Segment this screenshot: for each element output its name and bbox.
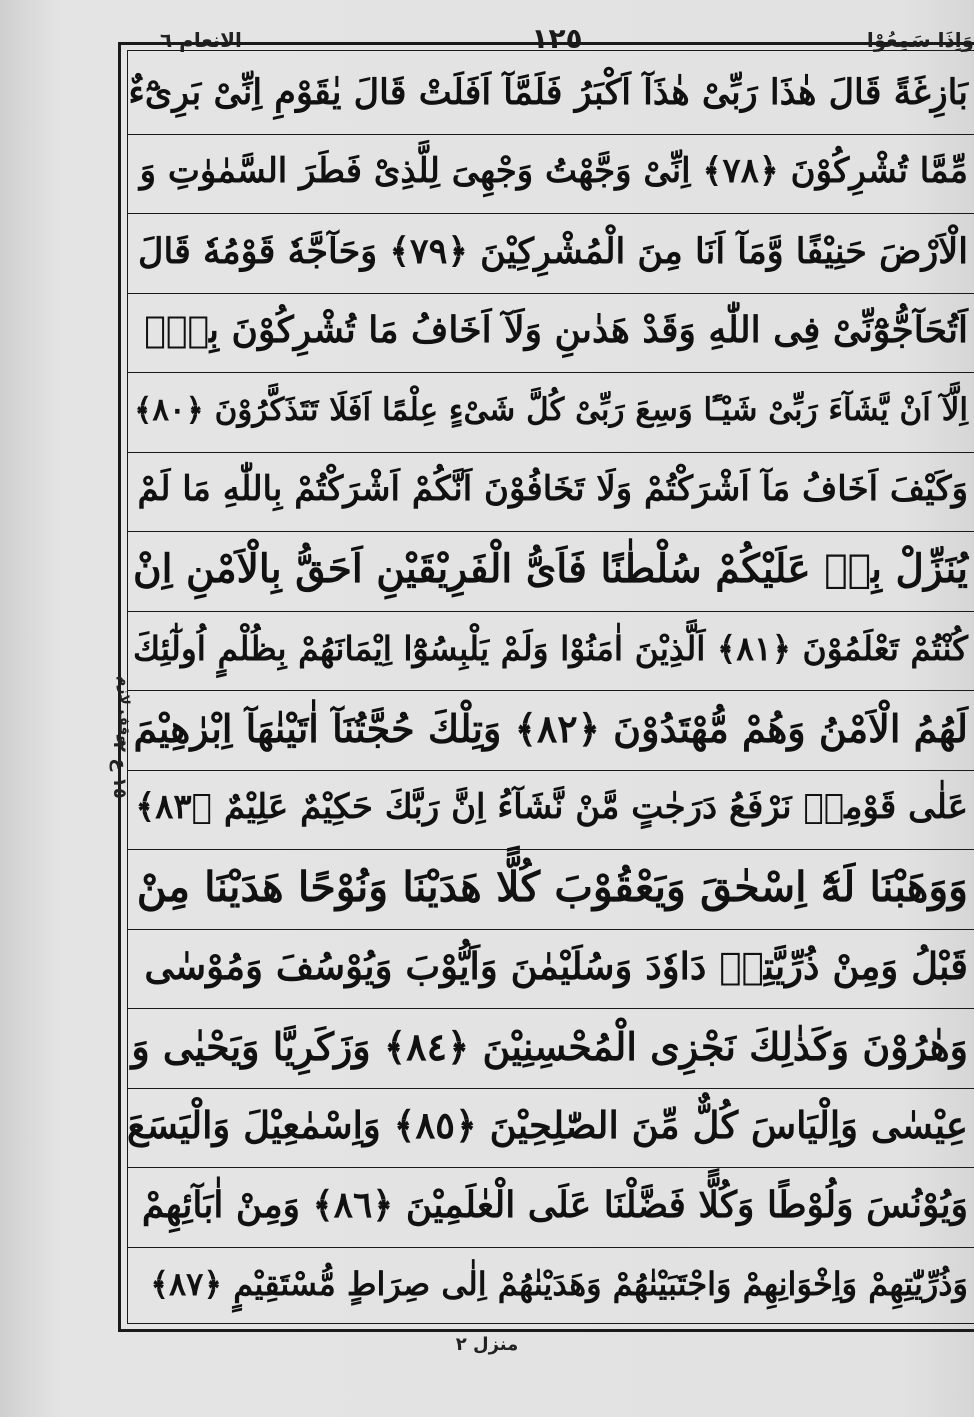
verse-text: اَتُحَآجُّوْٓنِّىْ فِى اللّٰهِ وَقَدْ هَدٰىنِ وَلَآ اَخَافُ مَا تُشْرِكُوْنَ بِهٖٓ	[144, 309, 968, 351]
verse-text: اِلَّآ اَنْ يَّشَآءَ رَبِّىْ شَيْـًٔا وَسِعَ رَبِّىْ كُلَّ شَىْءٍ عِلْمًا اَفَلَا تَتَذَكَّرُوْنَ ﴿٨٠﴾	[134, 392, 968, 428]
text-line-9	[127, 686, 974, 771]
text-line-14	[127, 1083, 974, 1168]
verse-text: وَهٰرُوْنَ وَكَذٰلِكَ نَجْزِى الْمُحْسِنِيْنَ ﴿٨٤﴾ وَزَكَرِيَّا وَيَحْيٰى وَ	[131, 1024, 968, 1069]
verse-text: لَهُمُ الْاَمْنُ وَهُمْ مُّهْتَدُوْنَ ﴿٨٢﴾ وَتِلْكَ حُجَّتُنَآ اٰتَيْنٰهَآ اِبْرٰهِيْمَ	[133, 706, 968, 751]
text-line-8	[127, 606, 974, 691]
verse-text: وَيُوْنُسَ وَلُوْطًا وَكُلًّا فَضَّلْنَا عَلَى الْعٰلَمِيْنَ ﴿٨٦﴾ وَمِنْ اٰبَآئِهِمْ	[141, 1184, 968, 1226]
verse-text: يُنَزِّلْ بِهٖ عَلَيْكُمْ سُلْطٰنًا فَاَىُّ الْفَرِيْقَيْنِ اَحَقُّ بِالْاَمْنِ اِنْ	[133, 546, 968, 592]
verse-text: وَوَهَبْنَا لَهٗٓ اِسْحٰقَ وَيَعْقُوْبَ كُلًّا هَدَيْنَا وَنُوْحًا هَدَيْنَا مِنْ	[136, 863, 968, 911]
text-block	[127, 50, 974, 1324]
page-footer-manzil: منزل ٢	[455, 1334, 519, 1355]
text-line-4	[127, 288, 974, 373]
verse-text: كُنْتُمْ تَعْلَمُوْنَ ﴿٨١﴾ اَلَّذِيْنَ اٰمَنُوْا وَلَمْ يَلْبِسُوْٓا اِيْمَانَهُمْ بِظُلْمٍ اُولٰٓئِكَ	[133, 629, 968, 668]
verse-text: وَكَيْفَ اَخَافُ مَآ اَشْرَكْتُمْ وَلَا تَخَافُوْنَ اَنَّكُمْ اَشْرَكْتُمْ بِاللّٰهِ مَا لَمْ	[137, 469, 968, 509]
text-line-7	[127, 527, 974, 612]
text-line-3	[127, 209, 974, 294]
margin-ruku-mark: ١٥ ع ٢	[109, 741, 130, 799]
verse-text: بَازِغَةً قَالَ هٰذَا رَبِّىْ هٰذَآ اَكْبَرُ فَلَمَّآ اَفَلَتْ قَالَ يٰقَوْمِ اِنِّىْ بَرِىْٓءٌ	[128, 72, 968, 113]
page-number: ١٢٥	[531, 22, 583, 55]
text-line-1	[127, 50, 974, 135]
verse-text: وَذُرِّيّٰتِهِمْ وَاِخْوَانِهِمْ وَاجْتَبَيْنٰهُمْ وَهَدَيْنٰهُمْ اِلٰى صِرَاطٍ مُّسْتَقِيْمٍ ﴿٨٧﴾	[150, 1265, 968, 1303]
text-line-12	[127, 924, 974, 1009]
surah-name: الانعام ٦	[160, 28, 242, 52]
juz-name: وَاِذَا سَمِعُوْا	[866, 28, 974, 52]
margin-waqf-note: وقف لازم	[116, 675, 132, 745]
text-line-2	[127, 129, 974, 214]
verse-text: عَلٰى قَوْمِهٖ نَرْفَعُ دَرَجٰتٍ مَّنْ نَّشَآءُ اِنَّ رَبَّكَ حَكِيْمٌ عَلِيْمٌ ﴿٨٣﴾	[135, 787, 968, 827]
verse-text: مِّمَّا تُشْرِكُوْنَ ﴿٧٨﴾ اِنِّىْ وَجَّهْتُ وَجْهِىَ لِلَّذِىْ فَطَرَ السَّمٰوٰتِ وَ	[139, 151, 968, 191]
text-line-6	[127, 447, 974, 532]
text-line-15	[127, 1163, 974, 1248]
verse-text: الْاَرْضَ حَنِيْفًا وَّمَآ اَنَا مِنَ الْمُشْرِكِيْنَ ﴿٧٩﴾ وَحَآجَّهٗ قَوْمُهٗ قَالَ	[138, 231, 968, 272]
verse-text: عِيْسٰى وَاِلْيَاسَ كُلٌّ مِّنَ الصّٰلِحِيْنَ ﴿٨٥﴾ وَاِسْمٰعِيْلَ وَالْيَسَعَ	[127, 1103, 968, 1147]
verse-text: قَبْلُ وَمِنْ ذُرِّيَّتِهٖ دَاوٗدَ وَسُلَيْمٰنَ وَاَيُّوْبَ وَيُوْسُفَ وَمُوْسٰى	[144, 944, 968, 988]
text-line-11	[127, 845, 974, 930]
text-line-10	[127, 765, 974, 850]
text-line-13	[127, 1004, 974, 1089]
text-line-16	[127, 1242, 974, 1324]
text-line-5	[127, 368, 974, 453]
